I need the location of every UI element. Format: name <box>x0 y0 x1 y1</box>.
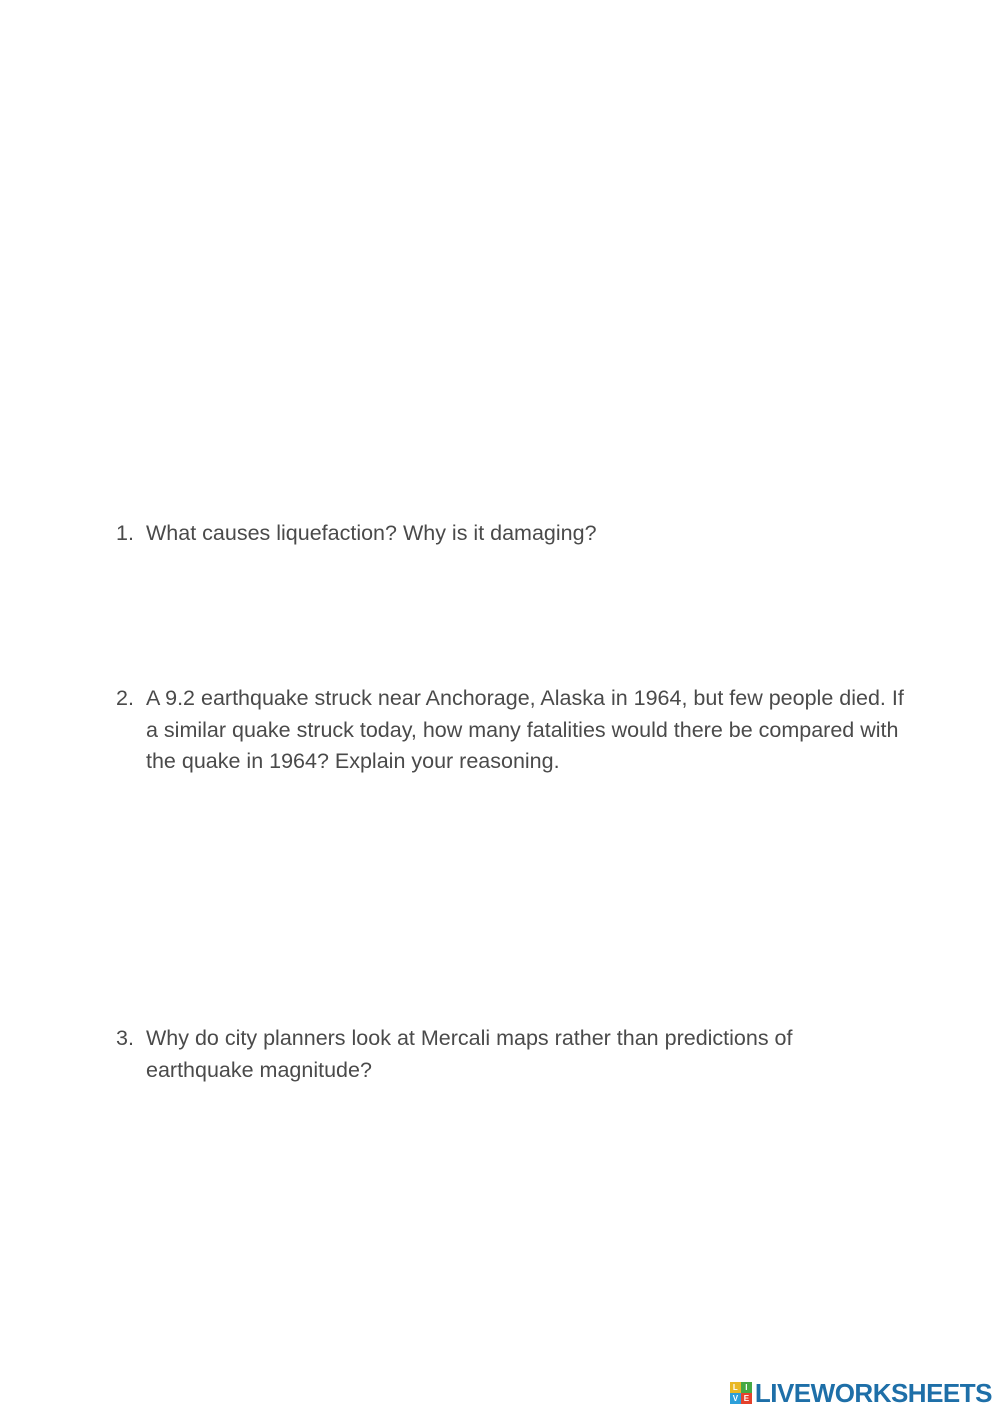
liveworksheets-logo <box>730 1378 992 1408</box>
logo-icon <box>730 1382 752 1404</box>
logo-text: LIVEWORKSHEETS <box>754 1377 992 1408</box>
question-text: What causes liquefaction? Why is it damaging? <box>146 521 597 545</box>
logo-icon-letter: I <box>741 1382 752 1393</box>
question-text: A 9.2 earthquake struck near Anchorage, Alaska in 1964, but few people died. If a similar quake struck today, how many fatalities would there be compared with the quake in 1964? Explain your reasoning. <box>146 686 904 773</box>
question-2 <box>116 683 906 778</box>
question-number: 3. <box>116 1026 134 1050</box>
logo-icon-letter: V <box>730 1393 741 1404</box>
logo-icon-letter: L <box>730 1382 741 1393</box>
question-1 <box>116 518 906 550</box>
question-3 <box>116 1023 906 1086</box>
logo-icon-letter: E <box>741 1393 752 1404</box>
question-number: 1. <box>116 521 134 545</box>
question-number: 2. <box>116 686 134 710</box>
question-text: Why do city planners look at Mercali maps rather than predictions of earthquake magnitude? <box>146 1026 793 1082</box>
